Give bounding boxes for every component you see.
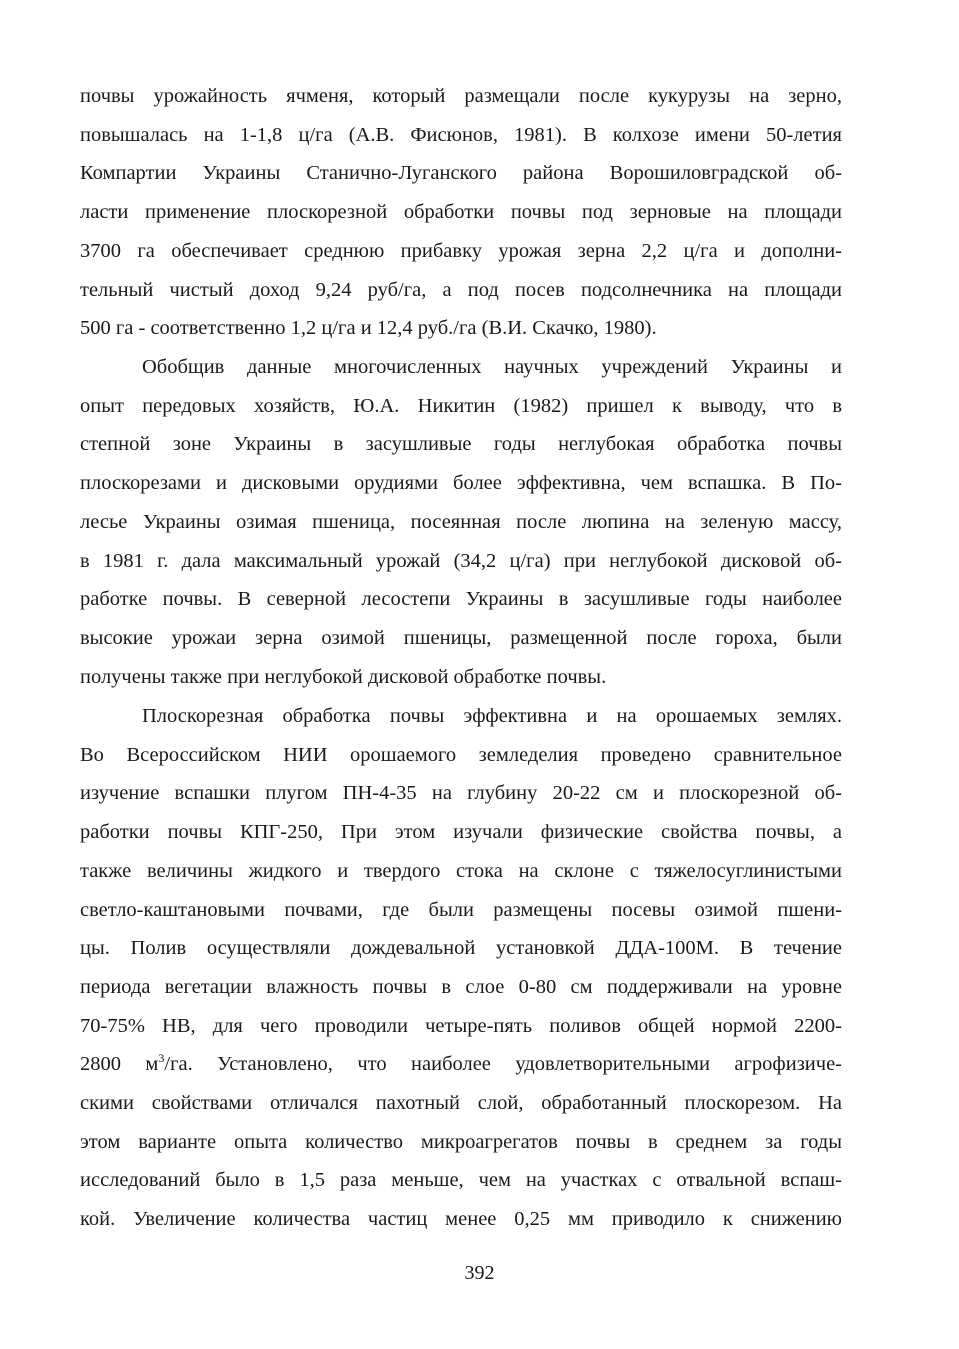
text-line: этом варианте опыта количество микроагрегатов почвы в среднем за годы <box>80 1130 842 1153</box>
text-line: повышалась на 1-1,8 ц/га (А.В. Фисюнов, 1981). В колхозе имени 50-летия <box>80 123 842 146</box>
text-segment: /га. Установлено, что наиболее удовлетворительными агрофизиче- <box>164 1053 842 1076</box>
text-segment: 2800 м <box>80 1053 159 1076</box>
text-line: степной зоне Украины в засушливые годы неглубокая обработка почвы <box>80 433 842 456</box>
text-line: получены также при неглубокой дисковой обработке почвы. <box>80 665 607 688</box>
text-line: светло-каштановыми почвами, где были размещены посевы озимой пшени- <box>80 898 842 921</box>
text-line: скими свойствами отличался пахотный слой, обработанный плоскорезом. На <box>80 1092 842 1115</box>
text-line: плоскорезами и дисковыми орудиями более эффективна, чем вспашка. В По- <box>80 472 842 495</box>
text-line: Компартии Украины Станично-Луганского района Ворошиловградской об- <box>80 162 842 185</box>
text-line: работки почвы КПГ-250, При этом изучали физические свойства почвы, а <box>80 821 842 844</box>
text-line: исследований было в 1,5 раза меньше, чем на участках с отвальной вспаш- <box>80 1169 842 1192</box>
paragraph-3 <box>80 697 842 1239</box>
text-line: ласти применение плоскорезной обработки почвы под зерновые на площади <box>80 201 842 224</box>
text-line-with-superscript <box>80 1045 842 1084</box>
text-line: Во Всероссийском НИИ орошаемого земледелия проведено сравнительное <box>80 743 842 766</box>
text-line: лесье Украины озимая пшеница, посеянная после люпина на зеленую массу, <box>80 510 842 533</box>
text-line: тельный чистый доход 9,24 руб/га, а под посев подсолнечника на площади <box>80 278 842 301</box>
text-line: 3700 га обеспечивает среднюю прибавку урожая зерна 2,2 ц/га и дополни- <box>80 239 842 262</box>
text-line: почвы урожайность ячменя, который размещали после кукурузы на зерно, <box>80 85 842 107</box>
paragraph-1 <box>80 77 842 348</box>
text-line: 70-75% НВ, для чего проводили четыре-пять поливов общей нормой 2200- <box>80 1014 842 1037</box>
text-line: периода вегетации влажность почвы в слое 0-80 см поддерживали на уровне <box>80 975 842 998</box>
text-line: в 1981 г. дала максимальный урожай (34,2 ц/га) при неглубокой дисковой об- <box>80 549 842 572</box>
superscript: 3 <box>158 1051 165 1066</box>
text-line: также величины жидкого и твердого стока на склоне с тяжелосуглинистыми <box>80 859 842 882</box>
text-line: высокие урожаи зерна озимой пшеницы, размещенной после гороха, были <box>80 626 842 649</box>
text-line: работке почвы. В северной лесостепи Украины в засушливые годы наиболее <box>80 588 842 611</box>
text-line: цы. Полив осуществляли дождевальной установкой ДДА-100М. В течение <box>80 937 842 960</box>
text-line: Плоскорезная обработка почвы эффективна и на орошаемых землях. <box>142 705 842 727</box>
text-line: Обобщив данные многочисленных научных учреждений Украины и <box>142 356 842 378</box>
text-line: кой. Увеличение количества частиц менее 0,25 мм приводило к снижению <box>80 1208 842 1231</box>
text-line: 500 га - соответственно 1,2 ц/га и 12,4 руб./га (В.И. Скачко, 1980). <box>80 317 657 340</box>
paragraph-2 <box>80 348 842 696</box>
text-line: опыт передовых хозяйств, Ю.А. Никитин (1982) пришел к выводу, что в <box>80 394 842 417</box>
text-line: изучение вспашки плугом ПН-4-35 на глубину 20-22 см и плоскорезной об- <box>80 782 842 805</box>
page-number: 392 <box>464 1262 495 1284</box>
